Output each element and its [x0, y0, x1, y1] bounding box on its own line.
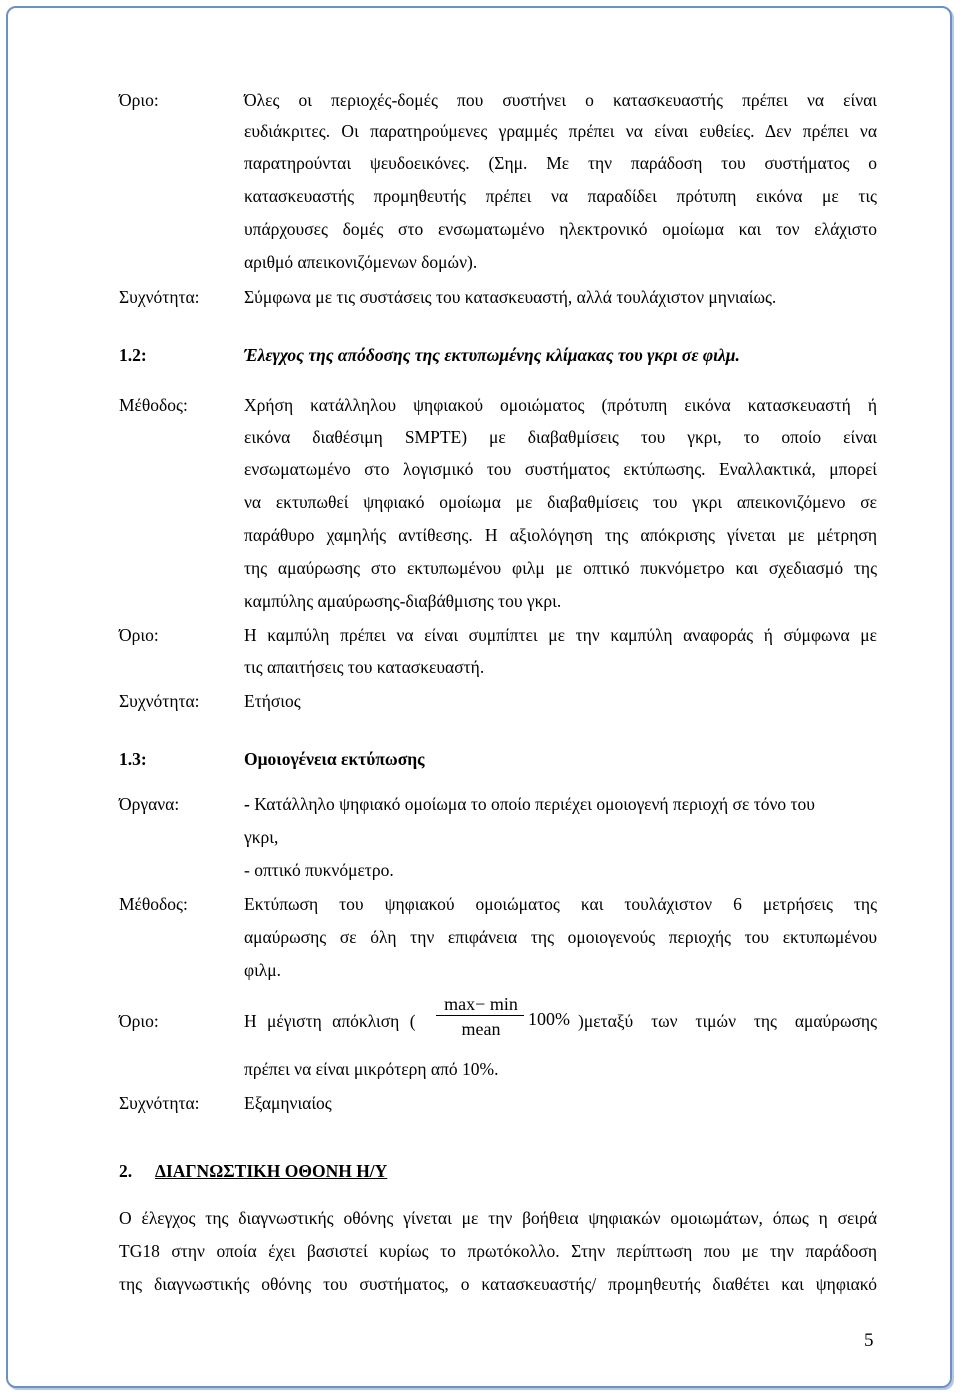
- section-title: Ομοιογένεια εκτύπωσης: [244, 749, 425, 769]
- page-number: 5: [864, 1330, 874, 1351]
- frequency-label: Συχνότητα:: [119, 1093, 200, 1113]
- limit-text-line: τις απαιτήσεις του κατασκευαστή.: [244, 657, 485, 677]
- frequency-value: Ετήσιος: [244, 691, 301, 711]
- limit-text-line: Η καμπύλη πρέπει να είναι συμπίπτει με την καμπύλη αναφοράς ή σύμφωνα με: [244, 625, 877, 645]
- formula-denominator: mean: [461, 1019, 501, 1039]
- instruments-text-line: γκρι,: [244, 827, 279, 847]
- method-text-line: εικόνα διαθέσιμη SMPTE) με διαβαθμίσεις του γκρι, το οποίο είναι: [244, 427, 877, 447]
- method-text-line: αμαύρωσης σε όλη την επιφάνεια της ομοιογενούς περιοχής του εκτυπωμένου: [244, 927, 877, 947]
- limit-text-line: Όλες οι περιοχές-δομές που συστήνει ο κατασκευαστής πρέπει να είναι: [244, 90, 877, 110]
- limit-label: Όριο:: [119, 1011, 159, 1031]
- frequency-label: Συχνότητα:: [119, 287, 200, 307]
- section-number: 1.2:: [119, 345, 147, 365]
- frequency-value: Εξαμηνιαίος: [244, 1093, 332, 1113]
- instruments-label: Όργανα:: [119, 794, 180, 814]
- limit-text-line: κατασκευαστής προμηθευτής πρέπει να παραδίδει πρότυπη εικόνα με τις: [244, 186, 877, 206]
- limit-text-line: υπάρχουσες δομές στο ενσωματωμένο ηλεκτρονικό ομοίωμα και τον ελάχιστο: [244, 219, 877, 239]
- method-text-line: Χρήση κατάλληλου ψηφιακού ομοιώματος (πρότυπη εικόνα κατασκευαστή ή: [244, 395, 877, 415]
- limit-label: Όριο:: [119, 625, 159, 645]
- formula-factor: 100%: [528, 1009, 570, 1029]
- method-text-line: της αμαύρωσης στο εκτυπωμένου φιλμ με οπτικό πυκνόμετρο και σχεδιασμό της: [244, 558, 877, 578]
- limit-prefix: Η μέγιστη απόκλιση (: [244, 1011, 416, 1031]
- method-text-line: ενσωματωμένο στο λογισμικό του συστήματος εκτύπωσης. Εναλλακτικά, μπορεί: [244, 459, 877, 479]
- method-text-line: καμπύλης αμαύρωσης-διαβάθμισης του γκρι.: [244, 591, 562, 611]
- frequency-label: Συχνότητα:: [119, 691, 200, 711]
- section-title: Έλεγχος της απόδοσης της εκτυπωμένης κλίμακας του γκρι σε φιλμ.: [244, 345, 740, 365]
- formula-numerator: max− min: [444, 994, 518, 1014]
- method-text-line: παράθυρο χαμηλής αντίθεσης. Η αξιολόγηση της απόκρισης γίνεται με μέτρηση: [244, 525, 877, 545]
- limit-text-line: ευδιάκριτες. Οι παρατηρούμενες γραμμές πρέπει να είναι ευθείες. Δεν πρέπει να: [244, 121, 877, 141]
- list-dash: -: [244, 794, 255, 814]
- paragraph-line: της διαγνωστικής οθόνης του συστήματος, ο κατασκευαστής/ προμηθευτής διαθέτει και ψηφιακό: [119, 1274, 877, 1294]
- instruments-item-1: Κατάλληλο ψηφιακό ομοίωμα το οποίο περιέχει ομοιογενή περιοχή σε τόνο του: [254, 794, 815, 814]
- limit-text-line: πρέπει να είναι μικρότερη από 10%.: [244, 1059, 499, 1079]
- method-text-line: Εκτύπωση του ψηφιακού ομοιώματος και τουλάχιστον 6 μετρήσεις της: [244, 894, 877, 914]
- method-text-line: φιλμ.: [244, 960, 282, 980]
- fraction-bar: [436, 1015, 524, 1016]
- limit-suffix: )μεταξύ των τιμών της αμαύρωσης: [578, 1011, 877, 1031]
- section-number: 1.3:: [119, 749, 147, 769]
- deviation-formula: [436, 994, 526, 1046]
- limit-text-line: αριθμό απεικονιζόμενων δομών).: [244, 252, 478, 272]
- frequency-value: Σύμφωνα με τις συστάσεις του κατασκευαστή, αλλά τουλάχιστον μηνιαίως.: [244, 287, 777, 307]
- paragraph-line: Ο έλεγχος της διαγνωστικής οθόνης γίνεται με την βοήθεια ψηφιακών ομοιωμάτων, όπως η σειρά: [119, 1208, 877, 1228]
- section-title: ΔΙΑΓΝΩΣΤΙΚΗ ΟΘΟΝΗ Η/Υ: [155, 1161, 388, 1181]
- instruments-item-2: - οπτικό πυκνόμετρο.: [244, 860, 394, 880]
- method-text-line: να εκτυπωθεί ψηφιακό ομοίωμα με διαβαθμίσεις του γκρι απεικονιζόμενο σε: [244, 492, 877, 512]
- section-number: 2.: [119, 1161, 133, 1181]
- limit-label: Όριο:: [119, 90, 159, 110]
- method-label: Μέθοδος:: [119, 894, 188, 914]
- instruments-text-line: [244, 793, 815, 815]
- limit-text-line: παρατηρούνται ψευδοεικόνες. (Σημ. Με την παράδοση του συστήματος ο: [244, 153, 877, 173]
- method-label: Μέθοδος:: [119, 395, 188, 415]
- paragraph-line: TG18 στην οποία έχει βασιστεί κυρίως το πρωτόκολλο. Στην περίπτωση που με την παράδοση: [119, 1241, 877, 1261]
